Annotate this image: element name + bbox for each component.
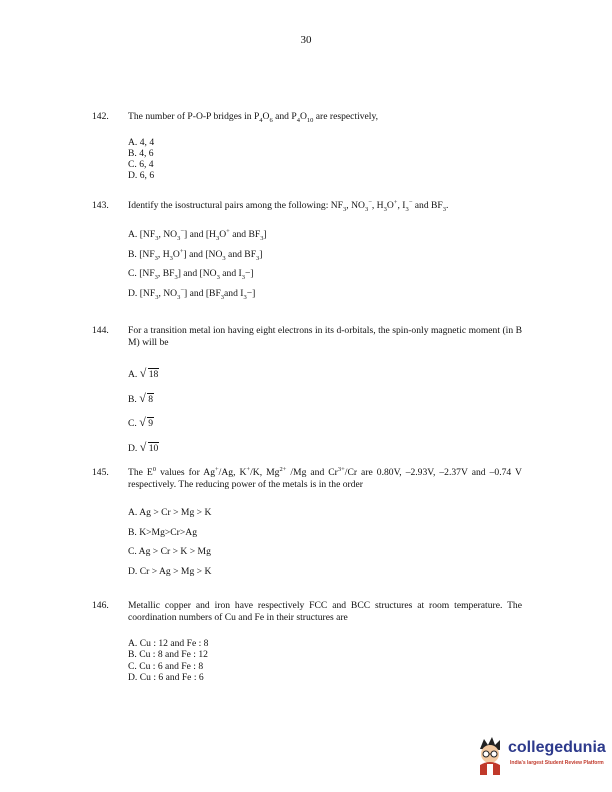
- option-c: C. √ 9: [128, 412, 522, 437]
- logo-name: collegedunia: [508, 739, 606, 756]
- options-list: [128, 363, 522, 461]
- option-d: D. [$NF_3$, $NO_3^-$] and [$BF_3and$ $I_3-$]: [128, 286, 256, 301]
- question-text: The number of P-O-P bridges in $P_4O_6$ and $P_4O_{10}$ are respectively,: [128, 111, 379, 124]
- options-list: [128, 137, 522, 181]
- square-root: √ 10: [140, 437, 160, 462]
- question-145: [92, 467, 522, 581]
- logo-tagline: India's largest Student Review Platform: [510, 760, 604, 766]
- option-a: A. √ 18: [128, 363, 522, 388]
- page-number: 30: [300, 34, 312, 46]
- option-a: A. [$NF_3$, $NO_3^-$] and [$H_3O^+$ and $BF_3$]: [128, 227, 267, 242]
- question-number: 145.: [92, 467, 109, 478]
- question-number: 143.: [92, 200, 109, 211]
- option-c: C. Cu : 6 and Fe : 8: [128, 660, 204, 672]
- question-text: The $E^0$ values for Ag+/Ag, K+/K, $Mg^{2+}$ /Mg and $Cr^{3+}/Cr$ are 0.80V, –2.93V, –2.37V and –0.74 V respectively. The reducing power of the metals is in the order: [128, 465, 522, 490]
- question-text: Identify the isostructural pairs among the following: $NF_3$, $NO_3^-$, $H_3O^+$, $I_3^-$ and $BF_3$.: [128, 198, 449, 213]
- option-a: A. 4, 4: [128, 137, 155, 148]
- option-b: B. [$NF_3$, $H_3O^+$] and [$NO_3$ and $BF_3$]: [128, 247, 263, 262]
- mascot-icon: [474, 735, 506, 775]
- option-b: B. √ 8: [128, 388, 522, 413]
- option-b: B. Cu : 8 and Fe : 12: [128, 649, 208, 661]
- question-text: Metallic copper and iron have respectively FCC and BCC structures at room temperature. The coordination numbers of Cu and Fe in their structures are: [128, 600, 522, 623]
- square-root: √ 9: [139, 412, 154, 437]
- options-list: [128, 638, 522, 683]
- option-d: D. Cr > Ag > Mg > K: [128, 565, 212, 577]
- question-142: [92, 111, 522, 181]
- options-list: [128, 225, 522, 303]
- option-a: A. Cu : 12 and Fe : 8: [128, 638, 209, 649]
- question-144: [92, 325, 522, 461]
- question-number: 146.: [92, 600, 109, 611]
- option-d: D. √ 10: [128, 437, 522, 462]
- option-b: B. K>Mg>Cr>Ag: [128, 526, 198, 538]
- option-d: D. 6, 6: [128, 170, 155, 181]
- option-b: B. 4, 6: [128, 148, 154, 159]
- question-143: [92, 200, 522, 303]
- question-number: 142.: [92, 111, 109, 122]
- question-146: [92, 600, 522, 683]
- option-a: A. Ag > Cr > Mg > K: [128, 507, 212, 518]
- option-c: C. Ag > Cr > K > Mg: [128, 546, 211, 557]
- question-text: For a transition metal ion having eight electrons in its d-orbitals, the spin-only magnetic moment (in B M) will be: [128, 325, 522, 348]
- option-d: D. Cu : 6 and Fe : 6: [128, 671, 204, 683]
- square-root: √ 18: [140, 363, 160, 388]
- options-list: [128, 503, 522, 581]
- option-c: C. 6, 4: [128, 159, 154, 170]
- option-c: C. [$NF_3$, $BF_3$] and [$NO_3$ and $I_3-$]: [128, 268, 254, 281]
- question-number: 144.: [92, 325, 109, 336]
- collegedunia-logo: [474, 735, 604, 775]
- square-root: √ 8: [139, 388, 154, 413]
